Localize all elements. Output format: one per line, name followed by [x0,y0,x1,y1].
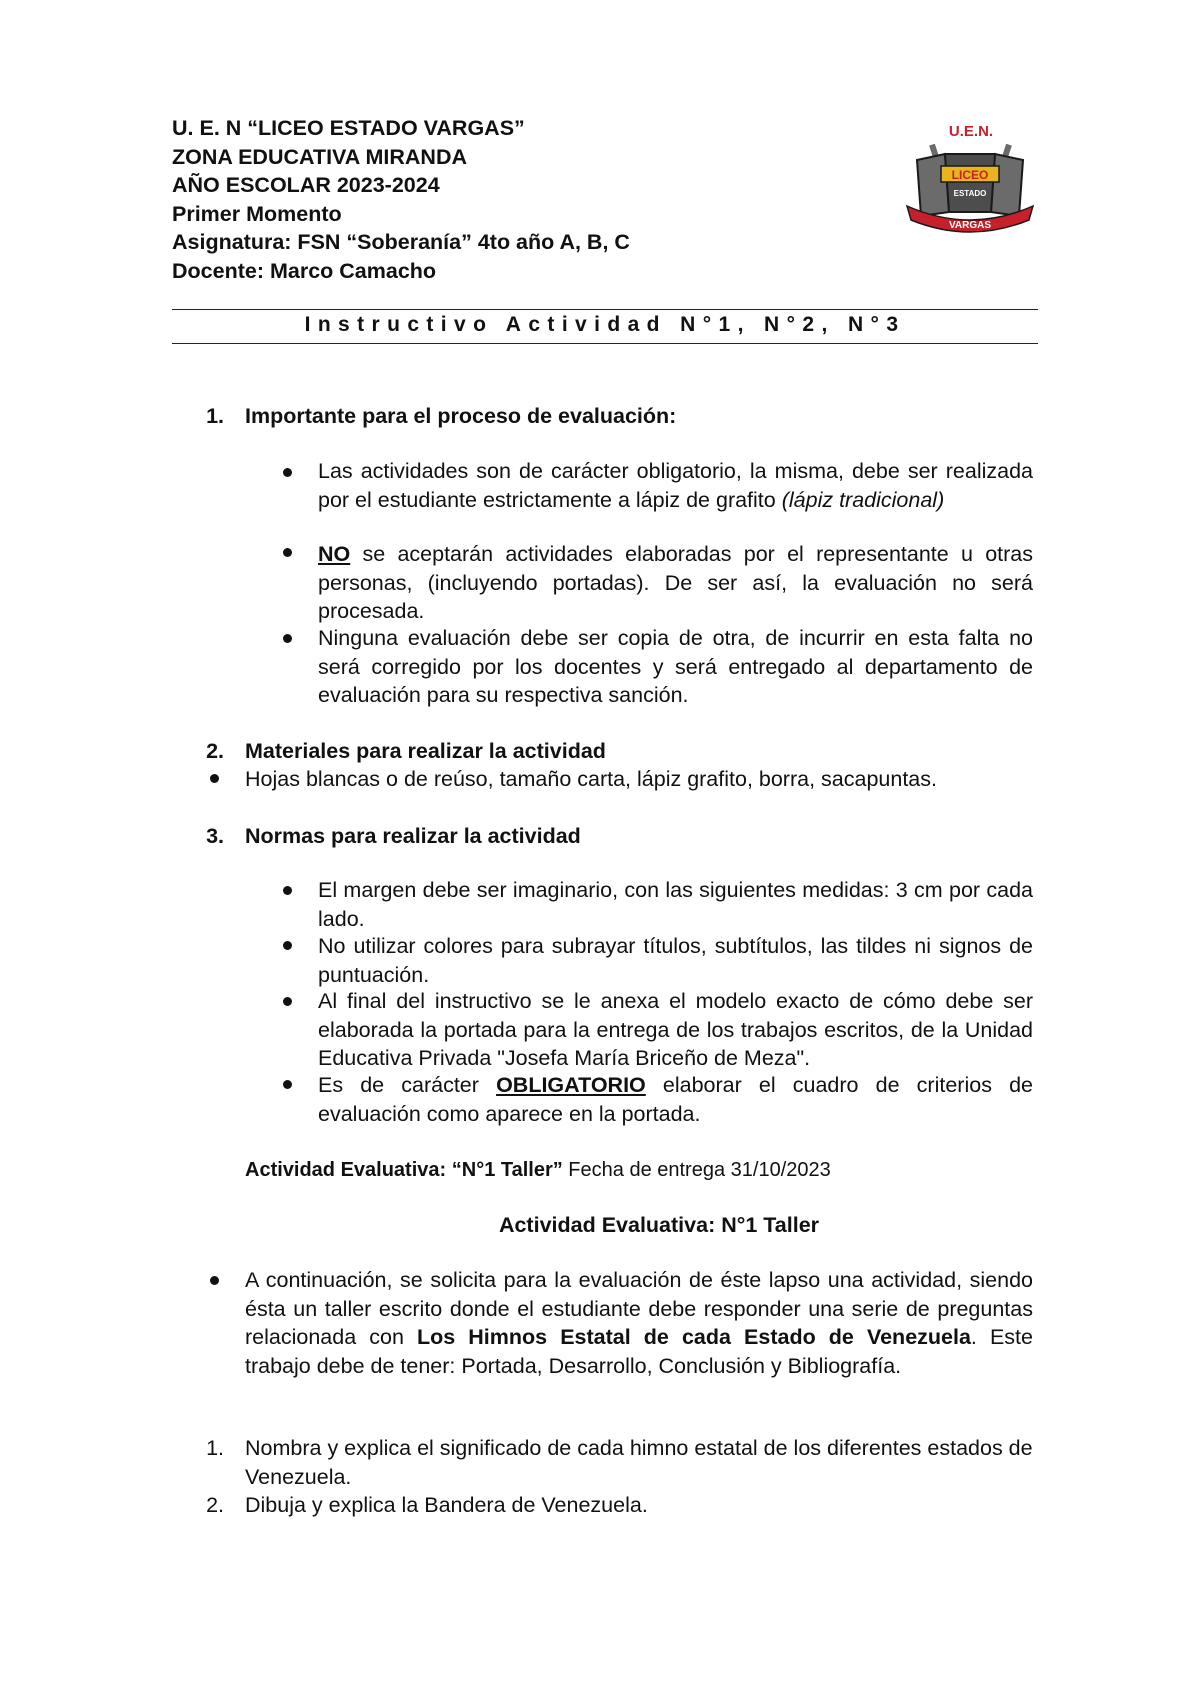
bullet-icon [283,997,292,1006]
document-title: Instructivo Actividad N°1, N°2, N°3 [304,313,906,336]
question-2-number: 2. [206,1493,224,1517]
delivery-date: Fecha de entrega 31/10/2023 [562,1159,831,1181]
school-year: AÑO ESCOLAR 2023-2024 [172,173,440,197]
section-1-number: 1. [206,404,224,428]
section-2-bullet-1: Hojas blancas o de reúso, tamaño carta, lápiz grafito, borra, sacapuntas. [245,767,937,791]
emphasis-no: NO [318,542,351,566]
bullet-icon [283,634,292,643]
section-3-bullet-4: Es de carácter OBLIGATORIO elaborar el cuadro de criterios de evaluación como aparece en la portada. [318,1073,1033,1126]
logo-band-text: LICEO [951,168,989,182]
section-1-bullet-1: Las actividades son de carácter obligatorio, la misma, debe ser realizada por el estudiante estrictamente a lápiz de grafito (lápiz tradicional) [318,459,1033,512]
section-2-heading: Materiales para realizar la actividad [245,739,606,763]
bullet-icon [283,468,292,477]
logo-mid-text: ESTADO [953,189,987,198]
bullet-icon [283,1080,292,1089]
school-logo [905,116,1035,244]
subject: Asignatura: FSN “Soberanía” 4to año A, B, C [172,230,630,254]
italic-note: (lápiz tradicional) [781,487,945,512]
section-1-bullet-2: NO se aceptarán actividades elaboradas por el representante u otras personas, (incluyendo portadas). De ser así, la evaluación no será procesada. [318,542,1033,623]
question-1-number: 1. [206,1436,224,1460]
question-1-text: Nombra y explica el significado de cada himno estatal de los diferentes estados de Venezuela. [245,1436,1033,1489]
bullet-icon [283,548,292,557]
bullet-icon [283,941,292,950]
section-3-bullet-2: No utilizar colores para subrayar títulos, subtítulos, las tildes ni signos de puntuación. [318,934,1033,987]
activity-delivery-line: Actividad Evaluativa: “N°1 Taller” Fecha de entrega 31/10/2023 [245,1159,831,1181]
section-1-bullet-3: Ninguna evaluación debe ser copia de otra, de incurrir en esta falta no será corregido por los docentes y será entregado al departamento de evaluación para su respectiva sanción. [318,626,1033,707]
section-1-heading: Importante para el proceso de evaluación: [245,404,677,428]
title-top-rule [172,309,1038,310]
activity-description: A continuación, se solicita para la evaluación de éste lapso una actividad, siendo ésta un taller escrito donde el estudiante debe responder una serie de preguntas relacionada con Los Himnos Estatal de cada Estado de Venezuela. Este trabajo debe de tener: Portada, Desarrollo, Conclusión y Bibliografía. [245,1268,1033,1378]
teacher: Docente: Marco Camacho [172,258,437,283]
section-3-bullet-3: Al final del instructivo se le anexa el modelo exacto de cómo debe ser elaborada la portada para la entrega de los trabajos escritos, de la Unidad Educativa Privada "Josefa María Briceño de Meza". [318,989,1033,1070]
logo-bottom-text: VARGAS [948,220,992,231]
section-3-heading: Normas para realizar la actividad [245,824,581,848]
bullet-icon [283,886,292,895]
activity-title: Actividad Evaluativa: N°1 Taller [498,1213,820,1237]
section-3-number: 3. [206,824,224,848]
school-name: U. E. N “LICEO ESTADO VARGAS” [172,116,525,140]
question-2-text: Dibuja y explica la Bandera de Venezuela. [245,1493,648,1517]
logo-top-text: U.E.N. [948,123,994,140]
title-bottom-rule [172,343,1038,344]
education-zone: ZONA EDUCATIVA MIRANDA [172,144,468,169]
term: Primer Momento [172,201,342,226]
bullet-icon [210,774,219,783]
section-2-number: 2. [206,739,224,763]
topic-emphasis: Los Himnos Estatal de cada Estado de Venezuela [416,1325,971,1349]
section-3-bullet-1: El margen debe ser imaginario, con las siguientes medidas: 3 cm por cada lado. [318,878,1033,931]
bullet-icon [210,1276,219,1285]
document-header [172,114,630,285]
emphasis-obligatorio: OBLIGATORIO [496,1073,646,1097]
